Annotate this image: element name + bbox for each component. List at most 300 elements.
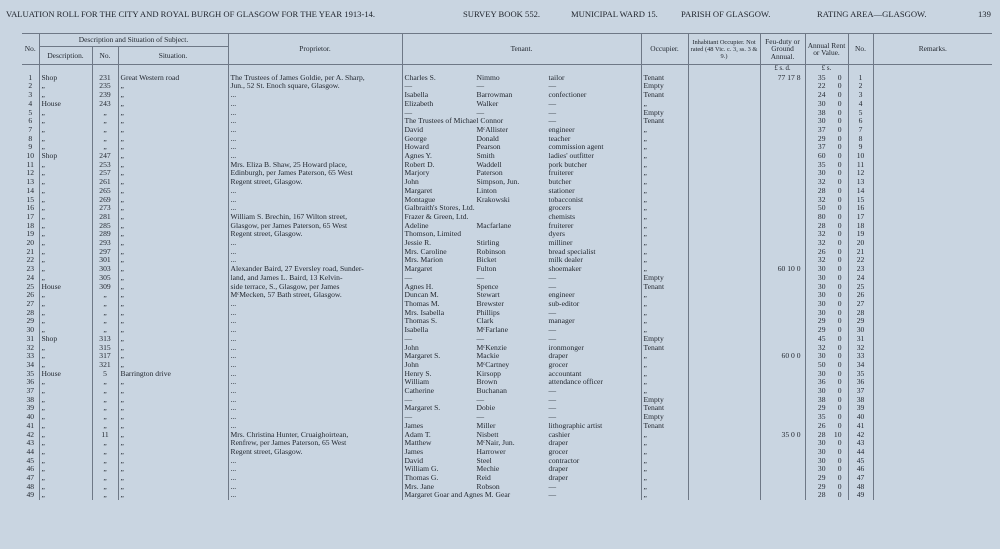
- table-row: [22, 309, 992, 318]
- tenant-first-name: —: [404, 273, 413, 282]
- row-inhabitant: [688, 326, 760, 335]
- rent-shillings: 0: [837, 212, 842, 221]
- row-description: „: [39, 117, 92, 126]
- row-number: 35: [26, 369, 35, 378]
- table-row: [22, 196, 992, 205]
- tenant-surname: Walker: [476, 99, 499, 108]
- row-description: „: [39, 187, 92, 196]
- tenant-occupation: —: [548, 99, 557, 108]
- row-number: 27: [26, 299, 35, 308]
- tenant-occupation: sub-editor: [548, 299, 580, 308]
- row-annual-rent: [805, 309, 848, 318]
- parish: PARISH OF GLASGOW.: [681, 9, 771, 19]
- rent-shillings: 0: [837, 282, 842, 291]
- row-inhabitant: [688, 265, 760, 274]
- tenant-occupation: —: [548, 282, 557, 291]
- row-street-number: 239: [92, 91, 118, 100]
- row-feu-duty: [760, 491, 805, 500]
- row-inhabitant: [688, 178, 760, 187]
- tenant-surname: Brown: [476, 378, 498, 387]
- tenant-occupation: —: [548, 334, 557, 343]
- row-inhabitant: [688, 239, 760, 248]
- row-annual-rent: [805, 422, 848, 431]
- row-description: House: [39, 370, 92, 379]
- row-street-number: „: [92, 465, 118, 474]
- row-tenant: [402, 143, 641, 152]
- tenant-occupation: manager: [548, 317, 575, 326]
- row-inhabitant: [688, 187, 760, 196]
- row-description: „: [39, 291, 92, 300]
- row-number-right: 7: [848, 126, 873, 135]
- row-feu-duty: [760, 239, 805, 248]
- row-annual-rent: [805, 82, 848, 91]
- row-number: 22: [26, 256, 35, 265]
- row-feu-duty: [760, 361, 805, 370]
- row-inhabitant: [688, 256, 760, 265]
- row-inhabitant: [688, 204, 760, 213]
- row-feu-duty: [760, 387, 805, 396]
- row-number: 41: [26, 421, 35, 430]
- tenant-occupation: draper: [548, 352, 568, 361]
- rent-pounds: 30: [817, 352, 826, 361]
- tenant-occupation: tobacconist: [548, 195, 584, 204]
- row-number-right: 24: [848, 274, 873, 283]
- row-proprietor: ...: [228, 317, 402, 326]
- row-situation: „: [118, 431, 228, 440]
- row-proprietor: Regent street, Glasgow.: [228, 230, 402, 239]
- row-inhabitant: [688, 126, 760, 135]
- row-occupier: „: [641, 161, 688, 170]
- rent-pounds: 38: [817, 108, 826, 117]
- row-remarks: [873, 82, 992, 91]
- row-feu-duty: [760, 109, 805, 118]
- tenant-surname: Phillips: [476, 308, 500, 317]
- row-remarks: [873, 256, 992, 265]
- rent-shillings: 0: [837, 404, 842, 413]
- row-street-number: 265: [92, 187, 118, 196]
- row-remarks: [873, 352, 992, 361]
- row-annual-rent: [805, 491, 848, 500]
- tenant-occupation: ironmonger: [548, 343, 584, 352]
- tenant-surname: Reid: [476, 474, 491, 483]
- tenant-first-name: James: [404, 421, 424, 430]
- row-occupier: Tenant: [641, 74, 688, 83]
- col-feu-duty: Feu-duty or Ground Annual.: [760, 34, 805, 65]
- row-proprietor: ...: [228, 204, 402, 213]
- row-feu-duty: [760, 169, 805, 178]
- row-number-right: 28: [848, 309, 873, 318]
- row-tenant: [402, 448, 641, 457]
- rent-pounds: 30: [817, 439, 826, 448]
- row-annual-rent: [805, 239, 848, 248]
- tenant-occupation: tailor: [548, 73, 565, 82]
- table-row: [22, 344, 992, 353]
- table-row: [22, 457, 992, 466]
- row-number: 4: [28, 99, 33, 108]
- row-proprietor: Mrs. Christina Hunter, Cruaighoirtean,: [228, 431, 402, 440]
- row-proprietor: ...: [228, 117, 402, 126]
- row-street-number: 235: [92, 82, 118, 91]
- row-description: „: [39, 239, 92, 248]
- rent-pounds: 30: [817, 308, 826, 317]
- col-inhabitant-occupier: Inhabitant Occupier. Not rated (48 Vic. c. 3, ss. 3 & 9.): [688, 34, 760, 65]
- row-occupier: „: [641, 439, 688, 448]
- row-proprietor: ...: [228, 491, 402, 500]
- row-remarks: [873, 378, 992, 387]
- tenant-first-name: Adam T.: [404, 430, 431, 439]
- row-remarks: [873, 413, 992, 422]
- row-occupier: „: [641, 378, 688, 387]
- row-number-right: 12: [848, 169, 873, 178]
- row-tenant: [402, 230, 641, 239]
- tenant-first-name: Frazer & Green, Ltd.: [404, 212, 469, 221]
- tenant-surname: Brewster: [476, 299, 504, 308]
- row-inhabitant: [688, 135, 760, 144]
- tenant-occupation: —: [548, 482, 557, 491]
- row-proprietor: Regent street, Glasgow.: [228, 448, 402, 457]
- tenant-occupation: milk dealer: [548, 256, 583, 265]
- row-number-right: 31: [848, 335, 873, 344]
- col-annual-rent: Annual Rent or Value.: [805, 34, 848, 65]
- row-tenant: [402, 265, 641, 274]
- tenant-first-name: Mrs. Caroline: [404, 247, 447, 256]
- row-inhabitant: [688, 491, 760, 500]
- row-street-number: 273: [92, 204, 118, 213]
- tenant-occupation: —: [548, 117, 557, 126]
- row-description: „: [39, 361, 92, 370]
- row-number: 40: [26, 413, 35, 422]
- row-number-right: 1: [848, 74, 873, 83]
- row-proprietor: land, and James L. Baird, 13 Kelvin-: [228, 274, 402, 283]
- tenant-occupation: chemists: [548, 212, 576, 221]
- rent-pounds: 35: [817, 413, 826, 422]
- row-street-number: „: [92, 387, 118, 396]
- row-tenant: [402, 352, 641, 361]
- row-number: 44: [26, 447, 35, 456]
- row-description: „: [39, 178, 92, 187]
- row-description: „: [39, 439, 92, 448]
- row-number: 2: [28, 82, 33, 91]
- tenant-first-name: Mrs. Jane: [404, 482, 435, 491]
- row-description: „: [39, 448, 92, 457]
- rent-shillings: 0: [837, 108, 842, 117]
- row-remarks: [873, 465, 992, 474]
- tenant-first-name: William: [404, 378, 430, 387]
- row-number: 37: [26, 387, 35, 396]
- rent-pounds: 60: [817, 152, 826, 161]
- tenant-surname: Mackie: [476, 352, 500, 361]
- row-remarks: [873, 483, 992, 492]
- row-tenant: [402, 187, 641, 196]
- row-proprietor: ...: [228, 126, 402, 135]
- row-occupier: „: [641, 126, 688, 135]
- row-situation: „: [118, 361, 228, 370]
- row-occupier: „: [641, 309, 688, 318]
- row-number-right: 46: [848, 465, 873, 474]
- row-description: House: [39, 100, 92, 109]
- row-proprietor: ...: [228, 248, 402, 257]
- row-annual-rent: [805, 100, 848, 109]
- row-remarks: [873, 74, 992, 83]
- rent-pounds: 28: [817, 186, 826, 195]
- row-inhabitant: [688, 82, 760, 91]
- row-street-number: „: [92, 291, 118, 300]
- row-tenant: [402, 291, 641, 300]
- tenant-surname: Nimmo: [476, 73, 500, 82]
- tenant-first-name: Margaret: [404, 265, 433, 274]
- tenant-surname: Stirling: [476, 239, 500, 248]
- table-row: [22, 248, 992, 257]
- rent-pounds: 45: [817, 334, 826, 343]
- row-number-right: 37: [848, 387, 873, 396]
- rent-shillings: 0: [837, 230, 842, 239]
- rent-pounds: 32: [817, 178, 826, 187]
- rent-pounds: 29: [817, 482, 826, 491]
- row-tenant: [402, 483, 641, 492]
- row-description: House: [39, 283, 92, 292]
- row-proprietor: ...: [228, 474, 402, 483]
- row-annual-rent: [805, 256, 848, 265]
- row-tenant: [402, 396, 641, 405]
- row-feu-duty: [760, 82, 805, 91]
- table-row: [22, 239, 992, 248]
- row-number-right: 20: [848, 239, 873, 248]
- rent-shillings: 0: [837, 265, 842, 274]
- row-inhabitant: [688, 378, 760, 387]
- row-number-right: 29: [848, 317, 873, 326]
- table-row: [22, 143, 992, 152]
- row-tenant: [402, 422, 641, 431]
- row-occupier: Empty: [641, 274, 688, 283]
- tenant-surname: Pearson: [476, 143, 501, 152]
- table-row: [22, 326, 992, 335]
- row-proprietor: ...: [228, 483, 402, 492]
- tenant-surname: Mechie: [476, 465, 500, 474]
- tenant-first-name: James: [404, 447, 424, 456]
- row-tenant: [402, 431, 641, 440]
- row-street-number: 315: [92, 344, 118, 353]
- row-occupier: Tenant: [641, 91, 688, 100]
- row-feu-duty: [760, 448, 805, 457]
- row-description: „: [39, 326, 92, 335]
- row-situation: „: [118, 248, 228, 257]
- page-number: 139: [978, 9, 991, 19]
- row-remarks: [873, 431, 992, 440]
- tenant-surname: Nisbett: [476, 430, 499, 439]
- row-annual-rent: [805, 222, 848, 231]
- row-street-number: „: [92, 474, 118, 483]
- row-tenant: [402, 256, 641, 265]
- row-occupier: Empty: [641, 82, 688, 91]
- row-number-right: 35: [848, 370, 873, 379]
- tenant-occupation: accountant: [548, 369, 582, 378]
- row-situation: „: [118, 143, 228, 152]
- row-description: „: [39, 169, 92, 178]
- col-tenant: Tenant.: [402, 34, 641, 65]
- tenant-occupation: —: [548, 82, 557, 91]
- row-annual-rent: [805, 326, 848, 335]
- row-remarks: [873, 143, 992, 152]
- rent-pounds: 24: [817, 91, 826, 100]
- rent-shillings: 0: [837, 308, 842, 317]
- row-occupier: „: [641, 265, 688, 274]
- row-number: 36: [26, 378, 35, 387]
- tenant-surname: Waddell: [476, 160, 502, 169]
- row-situation: „: [118, 309, 228, 318]
- row-proprietor: MᶜMecken, 57 Bath street, Glasgow.: [228, 291, 402, 300]
- row-situation: „: [118, 335, 228, 344]
- row-annual-rent: [805, 352, 848, 361]
- row-street-number: 243: [92, 100, 118, 109]
- row-tenant: [402, 204, 641, 213]
- row-occupier: Tenant: [641, 117, 688, 126]
- row-remarks: [873, 91, 992, 100]
- row-inhabitant: [688, 370, 760, 379]
- row-situation: „: [118, 483, 228, 492]
- row-inhabitant: [688, 196, 760, 205]
- row-annual-rent: [805, 370, 848, 379]
- row-occupier: „: [641, 169, 688, 178]
- tenant-first-name: Charles S.: [404, 73, 436, 82]
- row-situation: „: [118, 378, 228, 387]
- rent-shillings: 0: [837, 247, 842, 256]
- tenant-occupation: fruiterer: [548, 221, 574, 230]
- table-row: [22, 396, 992, 405]
- tenant-occupation: engineer: [548, 291, 575, 300]
- table-row: [22, 82, 992, 91]
- row-inhabitant: [688, 117, 760, 126]
- tenant-first-name: David: [404, 125, 424, 134]
- row-inhabitant: [688, 74, 760, 83]
- table-row: [22, 169, 992, 178]
- row-proprietor: ...: [228, 100, 402, 109]
- row-feu-duty: [760, 283, 805, 292]
- row-tenant: [402, 100, 641, 109]
- row-proprietor: Jun., 52 St. Enoch square, Glasgow.: [228, 82, 402, 91]
- row-occupier: „: [641, 178, 688, 187]
- row-annual-rent: [805, 483, 848, 492]
- row-feu-duty: [760, 344, 805, 353]
- row-number: 3: [28, 91, 33, 100]
- row-description: „: [39, 491, 92, 500]
- row-remarks: [873, 326, 992, 335]
- row-tenant: [402, 222, 641, 231]
- row-feu-duty: [760, 309, 805, 318]
- tenant-surname: MᶜCartney: [476, 360, 510, 369]
- row-description: „: [39, 256, 92, 265]
- tenant-occupation: —: [548, 273, 557, 282]
- table-row: [22, 274, 992, 283]
- tenant-surname: Fulton: [476, 265, 497, 274]
- row-street-number: 285: [92, 222, 118, 231]
- row-remarks: [873, 239, 992, 248]
- row-proprietor: ...: [228, 109, 402, 118]
- row-occupier: „: [641, 352, 688, 361]
- row-inhabitant: [688, 439, 760, 448]
- tenant-occupation: shoemaker: [548, 265, 582, 274]
- tenant-first-name: Margaret Goar and Agnes M. Gear: [404, 491, 511, 500]
- row-street-number: 303: [92, 265, 118, 274]
- row-tenant: [402, 344, 641, 353]
- row-proprietor: ...: [228, 300, 402, 309]
- tenant-first-name: Elizabeth: [404, 99, 434, 108]
- row-annual-rent: [805, 248, 848, 257]
- row-street-number: 313: [92, 335, 118, 344]
- row-proprietor: ...: [228, 457, 402, 466]
- row-annual-rent: [805, 109, 848, 118]
- col-description-no: No.: [92, 47, 118, 65]
- tenant-first-name: William G.: [404, 465, 439, 474]
- tenant-first-name: John: [404, 343, 419, 352]
- tenant-occupation: —: [548, 326, 557, 335]
- table-row: [22, 230, 992, 239]
- row-tenant: [402, 248, 641, 257]
- table-row: [22, 117, 992, 126]
- rent-shillings: 0: [837, 160, 842, 169]
- row-tenant: [402, 161, 641, 170]
- row-situation: „: [118, 439, 228, 448]
- row-inhabitant: [688, 169, 760, 178]
- rent-pounds: 32: [817, 239, 826, 248]
- row-remarks: [873, 317, 992, 326]
- tenant-surname: Linton: [476, 186, 497, 195]
- rent-pounds: 26: [817, 247, 826, 256]
- rent-shillings: 0: [837, 73, 842, 82]
- tenant-surname: Simpson, Jun.: [476, 178, 520, 187]
- row-feu-duty: [760, 152, 805, 161]
- row-occupier: Empty: [641, 335, 688, 344]
- tenant-surname: Bicket: [476, 256, 497, 265]
- row-street-number: 289: [92, 230, 118, 239]
- row-occupier: Empty: [641, 396, 688, 405]
- row-feu-duty: [760, 457, 805, 466]
- row-tenant: [402, 82, 641, 91]
- row-number: 43: [26, 439, 35, 448]
- row-tenant: [402, 274, 641, 283]
- row-annual-rent: [805, 387, 848, 396]
- row-remarks: [873, 265, 992, 274]
- row-description: „: [39, 300, 92, 309]
- tenant-surname: MᶜFarlane: [476, 326, 508, 335]
- row-number-right: 42: [848, 431, 873, 440]
- row-description: „: [39, 230, 92, 239]
- row-annual-rent: [805, 126, 848, 135]
- row-number-right: 49: [848, 491, 873, 500]
- row-proprietor: ...: [228, 352, 402, 361]
- row-number: 46: [26, 465, 35, 474]
- row-occupier: Empty: [641, 413, 688, 422]
- row-proprietor: ...: [228, 326, 402, 335]
- table-row: [22, 335, 992, 344]
- row-proprietor: ...: [228, 422, 402, 431]
- rent-pounds: 30: [817, 447, 826, 456]
- tenant-surname: Dobie: [476, 404, 496, 413]
- row-feu-duty: [760, 135, 805, 144]
- row-number-right: 14: [848, 187, 873, 196]
- row-occupier: „: [641, 370, 688, 379]
- tenant-first-name: Catherine: [404, 387, 435, 396]
- rent-shillings: 0: [837, 395, 842, 404]
- row-number: 18: [26, 221, 35, 230]
- rent-shillings: 0: [837, 439, 842, 448]
- rent-shillings: 0: [837, 178, 842, 187]
- row-situation: „: [118, 265, 228, 274]
- row-number: 9: [28, 143, 33, 152]
- row-inhabitant: [688, 230, 760, 239]
- row-proprietor: Regent street, Glasgow.: [228, 178, 402, 187]
- row-occupier: „: [641, 222, 688, 231]
- row-remarks: [873, 396, 992, 405]
